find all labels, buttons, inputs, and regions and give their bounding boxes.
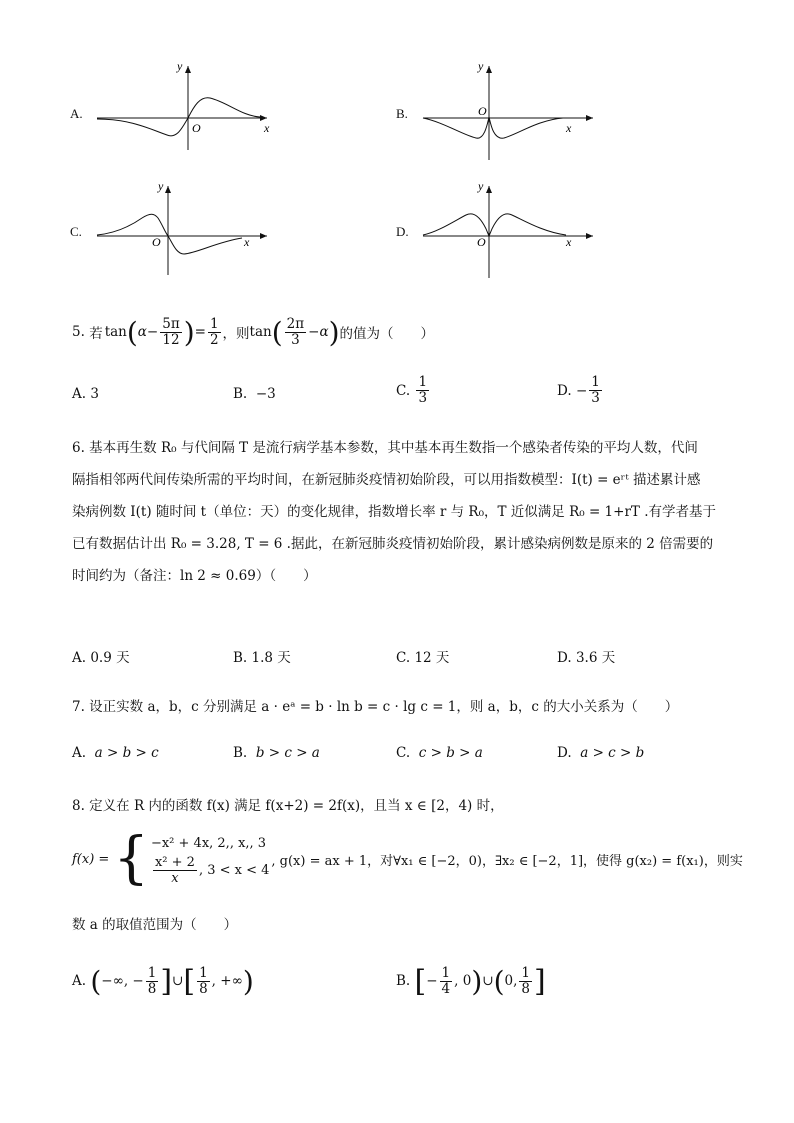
option-letter: B. [233,386,248,402]
x-axis-label: x [566,121,572,135]
q5-option-b[interactable] [233,386,276,402]
tan-text: tan [104,324,127,340]
option-text: c > b > a [418,745,483,761]
q5-mid-text: ，则 [222,326,250,342]
option-letter: A. [72,650,87,666]
question-number: 5. [72,324,85,340]
option-letter: D. [557,382,572,399]
option-letter: D. [396,224,409,239]
graph-option-a [70,60,270,150]
y-axis-label: y [158,180,164,193]
alpha-symbol: α [319,324,329,340]
q7-option-b[interactable] [233,745,320,761]
q8-option-a[interactable]: A. ( −∞, − $\frac{1}{8}$ ] ∪ [ $\frac{1}{8}$ , +∞ ) [72,963,254,999]
q6-line-4: 已有数据估计出 R₀ = 3.28, T = 6 .据此，在新冠肺炎疫情初始阶段，累计感染病例数是原来的 2 倍需要的 [72,536,714,552]
option-letter: A. [70,106,83,121]
option-letter: B. [396,106,408,121]
option-text: a > b > c [94,745,159,761]
fraction-1-8: $\frac{1}{8}$ [521,964,530,997]
option-text: 1.8 天 [251,650,291,666]
y-axis-label: y [478,60,484,73]
option-text: 3 [90,386,99,402]
option-letter: B. [233,745,248,761]
tan-text: tan [249,324,272,340]
question-6-stem [72,432,716,592]
q5-option-a[interactable] [72,386,99,402]
origin-label: O [478,104,487,118]
fraction-1-2: $\frac{1}{2}$ [209,315,219,348]
q5-ruo: 若 [89,326,103,342]
interval-text: 0, [504,973,518,989]
option-letter: B. [233,650,248,666]
option-letter: C. [396,745,411,761]
graph-b-plot [418,60,598,160]
union-symbol: ∪ [172,973,184,989]
origin-label: O [192,121,201,135]
piecewise-case-1: −x² + 4x, 2,, x,, 3 [150,835,267,851]
option-text: a > c > b [580,745,645,761]
option-letter: C. [396,382,411,399]
q6-line-5: 时间约为（备注：ln 2 ≈ 0.69）（ ） [72,568,317,584]
q5-option-d[interactable] [557,375,604,406]
fraction-1-8: $\frac{1}{8}$ [199,964,208,997]
q6-line-2: 隔指相邻两代间传染所需的平均时间，在新冠肺炎疫情初始阶段，可以用指数模型：I(t) = eʳᵗ 描述累计感 [72,472,701,488]
option-text: −3 [255,386,276,402]
option-letter: C. [396,650,411,666]
origin-label: O [152,235,161,249]
fraction-2pi-3: $\frac{2\pi}{3}$ [286,315,305,348]
x-axis-label: x [244,235,250,249]
option-letter: D. [557,650,572,666]
minus-sign: − [426,973,438,989]
option-text: 12 天 [414,650,450,666]
union-symbol: ∪ [482,973,494,989]
fraction-1-8: $\frac{1}{8}$ [147,964,157,997]
alpha-symbol: α [137,324,147,340]
question-8-stem: 8. 定义在 R 内的函数 f(x) 满足 f(x+2) = 2f(x)，且当 x ∈ [2，4) 时， [72,798,504,814]
option-letter: A. [72,745,87,761]
graph-a-plot [92,60,272,150]
option-text: 3.6 天 [575,650,616,666]
q8-line-3: 数 a 的取值范围为（ ） [72,917,238,933]
graph-option-c [70,180,270,275]
q8-piecewise-line: f(x) = { −x² + 4x, 2,, x,, 3 $\frac{\text{x² + 2}}{x}$ , 3 < x < 4 , g(x) = ax + 1，对∀x₁ ∈ [−2，0)，∃x₂ ∈ [−2，1]，使得 g(x₂) = f(x₁)，则实 [72,826,743,891]
fraction-1-3: $\frac{1}{3}$ [591,374,600,406]
minus-sign: − [575,382,588,399]
q6-option-b[interactable] [233,646,291,666]
q8-option-b[interactable]: B. [ − $\frac{1}{4}$ , 0 ) ∪ ( 0, $\frac{1}{8}$ ] [396,963,546,999]
option-letter: A. [72,386,87,402]
minus-sign: − [146,324,159,340]
q7-option-c[interactable] [396,745,483,761]
graph-c-plot [92,180,272,275]
graph-option-d [396,180,596,280]
x-axis-label: x [264,121,270,135]
minus-sign: − [308,324,320,340]
q7-option-a[interactable] [72,745,159,761]
q6-option-d[interactable] [557,646,615,666]
q6-line-3: 染病例数 I(t) 随时间 t（单位：天）的变化规律，指数增长率 r 与 R₀，T 近似满足 R₀ = 1+rT .有学者基于 [72,504,716,520]
q5-tail-text: 的值为（ ） [339,326,434,342]
q6-line-1: 6. 基本再生数 R₀ 与代间隔 T 是流行病学基本参数，其中基本再生数指一个感染者传染的平均人数，代间 [72,440,698,456]
q6-option-c[interactable] [396,646,449,666]
q8-condition-text: , g(x) = ax + 1，对∀x₁ ∈ [−2，0)，∃x₂ ∈ [−2，1]，使得 g(x₂) = f(x₁)，则实 [271,853,743,869]
q6-option-a[interactable] [72,646,130,666]
fraction-1-4: $\frac{1}{4}$ [441,964,451,997]
option-text: b > c > a [255,745,320,761]
graph-d-plot [418,180,598,280]
y-axis-label: y [177,60,183,73]
graph-option-b [396,60,596,160]
piecewise-case-2-domain: , 3 < x < 4 [198,862,270,878]
fraction-5pi-12: $\frac{5\pi}{12}$ [162,315,180,348]
question-5-stem: 5. 若 tan ( α − $\frac{5\pi}{12}$ ) = $\frac{1}{2}$ ，则 tan ( $\frac{2\pi}{3}$ − α ) 的值为（ ） [72,315,434,349]
fx-label: f(x) = [72,851,110,867]
option-letter: A. [72,973,87,989]
interval-text: , 0 [454,973,472,989]
q7-option-d[interactable] [557,745,644,761]
equals-sign: = [194,324,206,340]
interval-text: −∞, − [101,973,144,989]
option-letter: C. [70,224,82,239]
x-axis-label: x [566,235,572,249]
piecewise-case-2-fraction: $\frac{\text{x² + 2}}{x}$ [154,854,195,886]
q5-option-c[interactable] [396,375,431,406]
question-7-stem: 7. 设正实数 a，b，c 分别满足 a · eᵃ = b · ln b = c · lg c = 1，则 a，b，c 的大小关系为（ ） [72,699,679,715]
origin-label: O [477,235,486,249]
option-text: 0.9 天 [90,650,130,666]
interval-text: , +∞ [211,973,243,989]
option-letter: D. [557,745,572,761]
option-letter: B. [396,973,411,989]
y-axis-label: y [478,180,484,193]
fraction-1-3: $\frac{1}{3}$ [418,374,428,406]
